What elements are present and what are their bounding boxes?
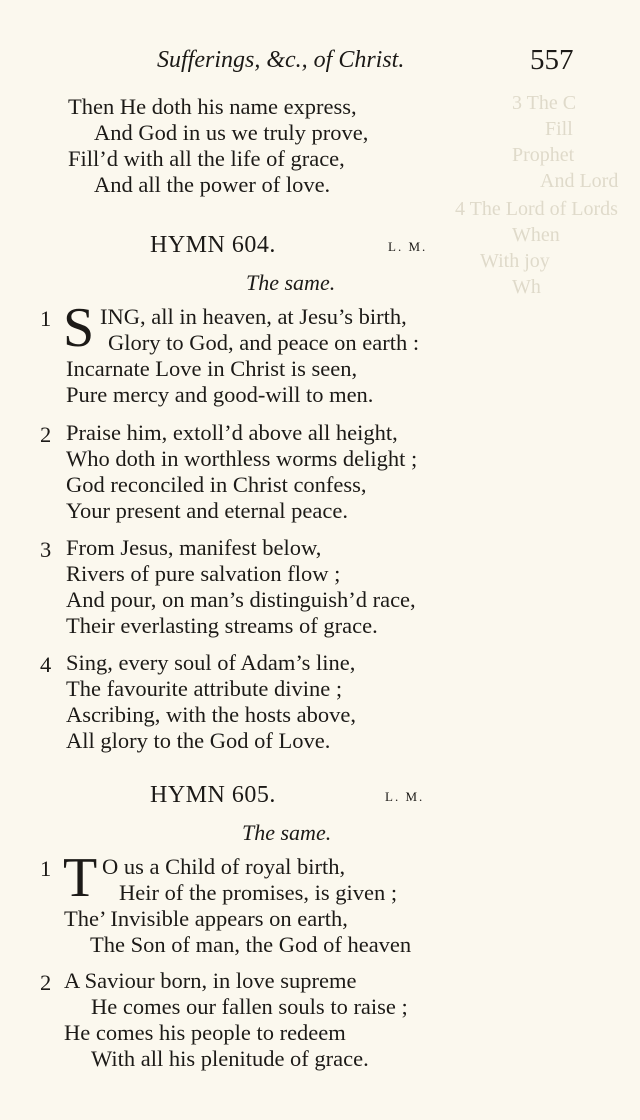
verse-line: The’ Invisible appears on earth, xyxy=(64,906,348,931)
stanza-number: 1 xyxy=(40,306,52,331)
verse-line: And all the power of love. xyxy=(94,172,331,197)
tune-name: The same. xyxy=(242,820,332,845)
bleed-through-text: 3 The C xyxy=(512,92,577,114)
drop-cap: S xyxy=(63,297,95,359)
verse-line: Ascribing, with the hosts above, xyxy=(66,702,356,727)
stanza-number: 2 xyxy=(40,422,52,447)
verse-line: Sing, every soul of Adam’s line, xyxy=(66,650,356,675)
verse-line: And God in us we truly prove, xyxy=(94,120,369,145)
tune-name: The same. xyxy=(246,270,336,295)
verse-line: Incarnate Love in Christ is seen, xyxy=(66,356,358,381)
verse-line: The favourite attribute divine ; xyxy=(66,676,343,701)
verse-line: And pour, on man’s distinguish’d race, xyxy=(66,587,416,612)
verse-line: Your present and eternal peace. xyxy=(66,498,348,523)
verse-line: Pure mercy and good-will to men. xyxy=(66,382,374,407)
bleed-through-text: Prophet xyxy=(512,144,575,166)
verse-line: All glory to the God of Love. xyxy=(66,728,331,753)
stanza-number: 4 xyxy=(40,652,52,677)
verse-line: He comes our fallen souls to raise ; xyxy=(91,994,408,1019)
drop-cap: T xyxy=(63,847,98,909)
hymn-meter: L. M. xyxy=(385,789,425,804)
verse-line: Praise him, extoll’d above all height, xyxy=(66,420,398,445)
verse-line: ING, all in heaven, at Jesu’s birth, xyxy=(100,304,407,329)
hymn-title: HYMN 605. xyxy=(150,782,276,808)
verse-line: Glory to God, and peace on earth : xyxy=(108,330,420,355)
page-number: 557 xyxy=(530,44,574,76)
stanza-number: 3 xyxy=(40,537,52,562)
hymn-title: HYMN 604. xyxy=(150,232,276,258)
verse-line: Heir of the promises, is given ; xyxy=(119,880,398,905)
bleed-through-text: With joy xyxy=(480,250,550,272)
verse-line: Rivers of pure salvation flow ; xyxy=(66,561,341,586)
bleed-through-text: Wh xyxy=(512,276,541,298)
verse-line: God reconciled in Christ confess, xyxy=(66,472,367,497)
bleed-through-text: Fill xyxy=(545,118,573,140)
verse-line: From Jesus, manifest below, xyxy=(66,535,322,560)
stanza-number: 2 xyxy=(40,970,52,995)
verse-line: Then He doth his name express, xyxy=(68,94,357,119)
bleed-through-text: 4 The Lord of Lords xyxy=(455,198,618,220)
running-title: Sufferings, &c., of Christ. xyxy=(157,47,405,73)
hymn-meter: L. M. xyxy=(388,239,428,254)
bleed-through-text: And Lord xyxy=(540,170,619,192)
verse-line: Who doth in worthless worms delight ; xyxy=(66,446,418,471)
verse-line: He comes his people to redeem xyxy=(64,1020,346,1045)
bleed-through-text: When xyxy=(512,224,560,246)
stanza-number: 1 xyxy=(40,856,52,881)
verse-line: O us a Child of royal birth, xyxy=(102,854,346,879)
verse-line: Their everlasting streams of grace. xyxy=(66,613,378,638)
verse-line: With all his plenitude of grace. xyxy=(91,1046,369,1071)
verse-line: The Son of man, the God of heaven xyxy=(90,932,412,957)
verse-line: A Saviour born, in love supreme xyxy=(64,968,357,993)
verse-line: Fill’d with all the life of grace, xyxy=(68,146,345,171)
